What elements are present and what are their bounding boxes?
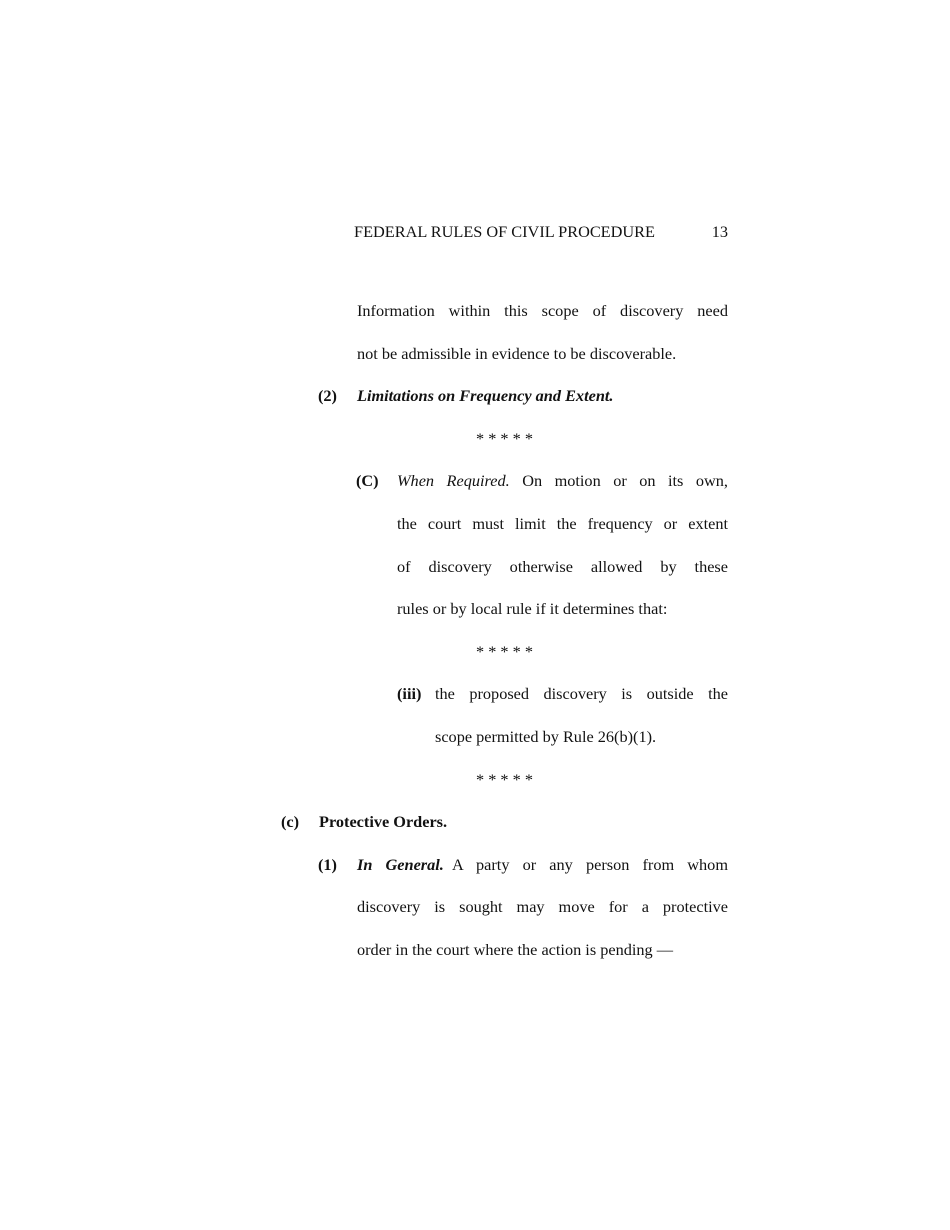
document-title: FEDERAL RULES OF CIVIL PROCEDURE xyxy=(354,222,655,241)
item-iii-text: the proposed discovery is outside the xyxy=(435,684,728,704)
item-c-heading xyxy=(281,801,728,844)
item-C-lead: When Required. xyxy=(397,471,510,491)
item-iii-line xyxy=(281,716,728,759)
item-2-heading-text: Limitations on Frequency and Extent. xyxy=(357,386,614,406)
item-1-text: order in the court where the action is pending — xyxy=(357,939,674,959)
asterisk-separator xyxy=(281,418,728,461)
running-header xyxy=(281,222,728,242)
item-C-text: On motion or on its own, xyxy=(509,471,728,491)
page-number: 13 xyxy=(711,222,728,241)
asterisk-separator xyxy=(281,631,728,674)
item-1-text: A party or any person from whom xyxy=(443,854,728,874)
item-iii-text: scope permitted by Rule 26(b)(1). xyxy=(435,726,657,746)
asterisk-separator xyxy=(281,759,728,802)
item-C-text: of discovery otherwise allowed by these xyxy=(397,556,728,576)
item-C-text: the court must limit the frequency or extent xyxy=(397,513,728,533)
item-1-line xyxy=(281,929,728,972)
item-1-label: (1) xyxy=(318,854,337,874)
item-C-text: rules or by local rule if it determines that: xyxy=(397,599,668,619)
item-2-heading xyxy=(281,375,728,418)
paragraph-line xyxy=(281,333,728,376)
item-C-line xyxy=(281,588,728,631)
paragraph-text: Information within this scope of discovery need xyxy=(357,301,728,320)
item-1-line xyxy=(281,844,728,887)
item-iii-line xyxy=(281,673,728,716)
item-1-lead: In General. xyxy=(357,854,444,874)
item-C-label: (C) xyxy=(356,471,379,491)
body-text xyxy=(281,290,728,972)
asterisk-separator-text: * * * * * xyxy=(476,769,533,789)
asterisk-separator-text: * * * * * xyxy=(476,641,533,661)
paragraph-text: not be admissible in evidence to be discoverable. xyxy=(357,343,677,363)
item-1-line xyxy=(281,886,728,929)
item-C-line xyxy=(281,460,728,503)
asterisk-separator-text: * * * * * xyxy=(476,428,533,448)
item-c-label: (c) xyxy=(281,812,300,832)
item-C-line xyxy=(281,503,728,546)
item-1-text: discovery is sought may move for a protective xyxy=(357,897,728,917)
item-iii-label: (iii) xyxy=(397,684,422,704)
item-2-label: (2) xyxy=(318,386,337,406)
item-C-line xyxy=(281,546,728,589)
paragraph-line xyxy=(281,290,728,333)
item-c-heading-text: Protective Orders. xyxy=(319,812,448,832)
